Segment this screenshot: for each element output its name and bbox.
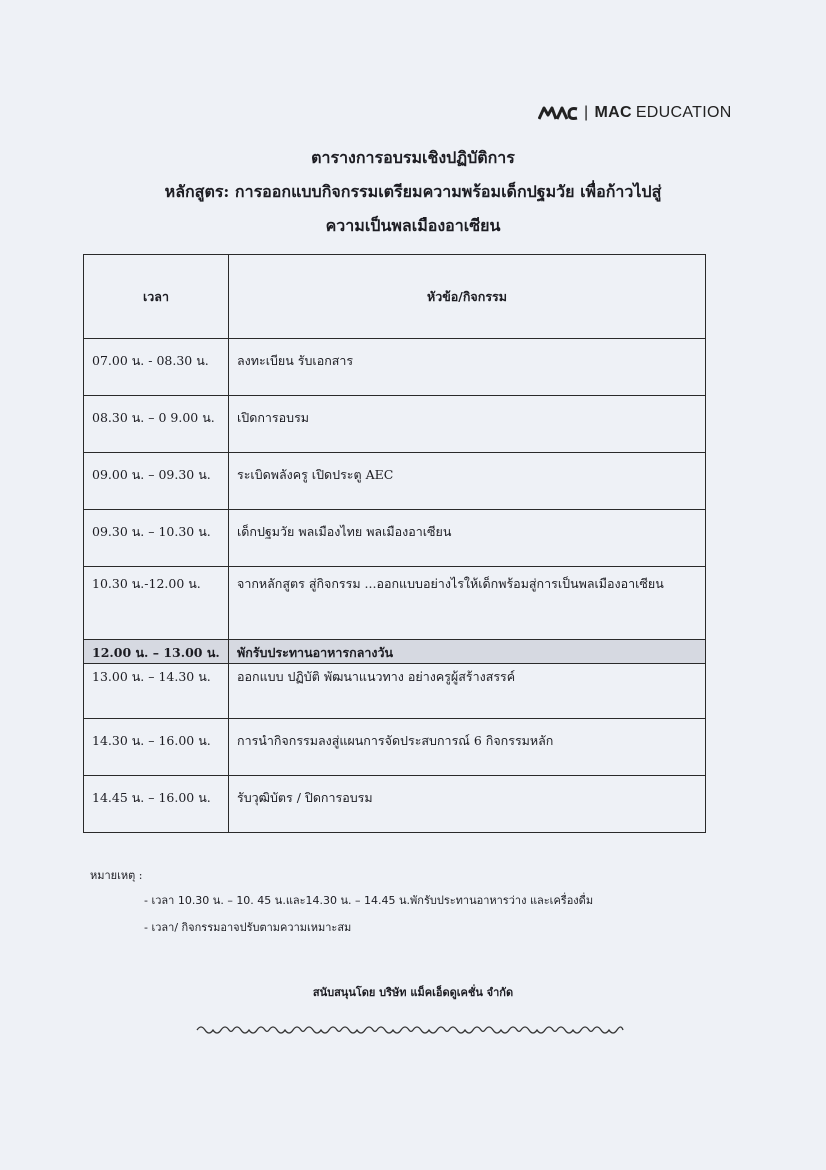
- header-activity: หัวข้อ/กิจกรรม: [229, 255, 706, 339]
- course-title: หลักสูตร: การออกแบบกิจกรรมเตรียมความพร้อมเด็กปฐมวัย เพื่อก้าวไปสู่: [164, 182, 662, 201]
- decorative-divider-icon: [195, 1023, 625, 1037]
- brand-logo: [538, 104, 732, 122]
- sponsor-line: สนับสนุนโดย บริษัท แม็คเอ็ดดูเคชั่น จำกัด: [312, 986, 514, 999]
- mac-logo-icon: [538, 105, 578, 121]
- note-item: - เวลา/ กิจกรรมอาจปรับตามความเหมาะสม: [144, 921, 352, 934]
- table-row: [84, 396, 706, 453]
- table-header-row: [84, 255, 706, 339]
- row-activity: เด็กปฐมวัย พลเมืองไทย พลเมืองอาเซียน: [229, 510, 706, 567]
- row-time: 07.00 น. - 08.30 น.: [84, 339, 229, 396]
- note-item: - เวลา 10.30 น. – 10. 45 น.และ14.30 น. – 14.45 น.พักรับประทานอาหารว่าง และเครื่องดื่ม: [144, 894, 594, 907]
- table-row: [84, 776, 706, 833]
- row-time: 14.45 น. – 16.00 น.: [84, 776, 229, 833]
- row-activity: รับวุฒิบัตร / ปิดการอบรม: [229, 776, 706, 833]
- logo-separator: |: [584, 104, 589, 121]
- document-title: ตารางการอบรมเชิงปฏิบัติการ: [311, 148, 515, 167]
- row-time: 12.00 น. – 13.00 น.: [84, 640, 229, 664]
- row-activity: เปิดการอบรม: [229, 396, 706, 453]
- schedule-table: [83, 254, 706, 833]
- table-row: [84, 567, 706, 640]
- row-activity: ออกแบบ ปฏิบัติ พัฒนาแนวทาง อย่างครูผู้สร้างสรรค์: [229, 664, 706, 719]
- table-row: [84, 719, 706, 776]
- row-activity: ลงทะเบียน รับเอกสาร: [229, 339, 706, 396]
- row-time: 09.30 น. – 10.30 น.: [84, 510, 229, 567]
- logo-rest-text: EDUCATION: [635, 104, 732, 121]
- table-row: [84, 453, 706, 510]
- row-activity: พักรับประทานอาหารกลางวัน: [229, 640, 706, 664]
- table-row: [84, 510, 706, 567]
- row-time: 08.30 น. – 0 9.00 น.: [84, 396, 229, 453]
- table-row: [84, 339, 706, 396]
- table-row-lunch: [84, 640, 706, 664]
- row-time: 13.00 น. – 14.30 น.: [84, 664, 229, 719]
- row-time: 10.30 น.-12.00 น.: [84, 567, 229, 640]
- course-title-continued: ความเป็นพลเมืองอาเซียน: [325, 216, 501, 235]
- row-time: 14.30 น. – 16.00 น.: [84, 719, 229, 776]
- row-activity: จากหลักสูตร สู่กิจกรรม ...ออกแบบอย่างไรให้เด็กพร้อมสู่การเป็นพลเมืองอาเซียน: [229, 567, 706, 640]
- row-activity: ระเบิดพลังครู เปิดประตู AEC: [229, 453, 706, 510]
- logo-brand-text: MAC: [594, 104, 632, 121]
- header-time: เวลา: [84, 255, 229, 339]
- notes-heading: หมายเหตุ :: [90, 869, 143, 882]
- row-activity: การนำกิจกรรมลงสู่แผนการจัดประสบการณ์ 6 กิจกรรมหลัก: [229, 719, 706, 776]
- table-row: [84, 664, 706, 719]
- row-time: 09.00 น. – 09.30 น.: [84, 453, 229, 510]
